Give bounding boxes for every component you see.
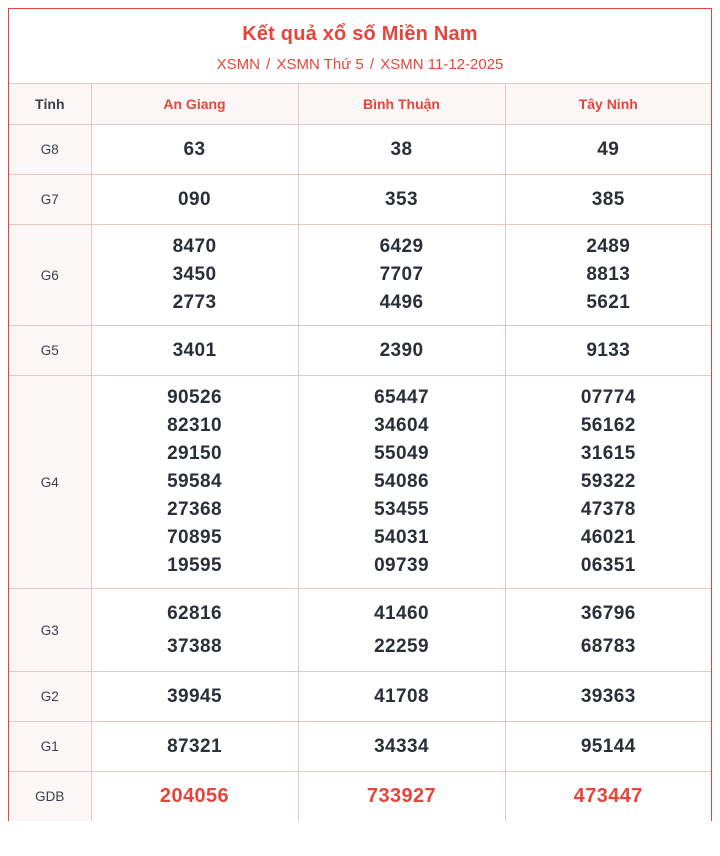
prize-numbers-cell xyxy=(298,672,505,722)
prize-number: 54086 xyxy=(374,471,429,492)
prize-numbers-cell xyxy=(91,376,298,589)
prize-number: 59322 xyxy=(580,471,636,492)
breadcrumb-item-1[interactable]: XSMN Thứ 5 xyxy=(276,56,364,73)
prize-numbers-cell xyxy=(505,672,711,722)
prize-number: 36796 xyxy=(580,603,636,624)
results-header xyxy=(9,9,711,83)
prize-number: 2489 xyxy=(586,236,631,257)
prize-number: 733927 xyxy=(366,785,437,807)
prize-numbers-cell xyxy=(298,589,505,672)
prize-label: GDB xyxy=(9,772,91,822)
prize-numbers-cell xyxy=(298,175,505,225)
prize-number: 39363 xyxy=(580,686,636,707)
prize-numbers-cell xyxy=(505,125,711,175)
table-row xyxy=(9,125,711,175)
prize-number: 27368 xyxy=(167,499,222,520)
prize-number: 53455 xyxy=(374,499,429,520)
results-table xyxy=(9,83,711,821)
prize-number: 65447 xyxy=(374,387,429,408)
prize-label: G6 xyxy=(9,225,91,326)
prize-number: 2773 xyxy=(172,292,217,313)
prize-numbers-cell xyxy=(91,672,298,722)
prize-number: 29150 xyxy=(167,443,222,464)
prize-number: 49 xyxy=(597,139,620,160)
prize-numbers-cell xyxy=(91,125,298,175)
prize-number: 8813 xyxy=(586,264,631,285)
breadcrumb-item-2[interactable]: XSMN 11-12-2025 xyxy=(380,56,504,73)
prize-number: 38 xyxy=(390,139,413,160)
prize-label: G2 xyxy=(9,672,91,722)
prize-number: 22259 xyxy=(374,636,429,657)
prize-number: 41708 xyxy=(374,686,429,707)
prize-label: G3 xyxy=(9,589,91,672)
results-table-body xyxy=(9,125,711,822)
breadcrumb-separator-1: / xyxy=(369,56,375,73)
prize-number: 82310 xyxy=(167,415,222,436)
prize-number: 353 xyxy=(385,189,418,210)
prize-number: 204056 xyxy=(159,785,230,807)
prize-number: 70895 xyxy=(167,527,222,548)
prize-number: 07774 xyxy=(580,387,636,408)
prize-numbers-cell xyxy=(91,722,298,772)
prize-numbers-cell xyxy=(91,175,298,225)
prize-numbers-cell xyxy=(91,326,298,376)
prize-number: 95144 xyxy=(580,736,636,757)
prize-numbers-cell xyxy=(505,225,711,326)
prize-number: 46021 xyxy=(580,527,636,548)
column-header-tay-ninh: Tây Ninh xyxy=(505,84,711,125)
prize-number: 090 xyxy=(178,189,211,210)
breadcrumb xyxy=(19,56,701,73)
column-header-an-giang: An Giang xyxy=(91,84,298,125)
prize-numbers-cell xyxy=(505,772,711,822)
table-row xyxy=(9,326,711,376)
prize-number: 55049 xyxy=(374,443,429,464)
prize-number: 34334 xyxy=(374,736,429,757)
breadcrumb-separator-0: / xyxy=(266,56,271,73)
prize-numbers-cell xyxy=(505,376,711,589)
prize-numbers-cell xyxy=(91,225,298,326)
prize-label: G1 xyxy=(9,722,91,772)
prize-number: 62816 xyxy=(167,603,222,624)
prize-numbers-cell xyxy=(298,125,505,175)
prize-numbers-cell xyxy=(298,326,505,376)
results-card xyxy=(8,8,712,821)
table-row xyxy=(9,722,711,772)
table-row xyxy=(9,772,711,822)
breadcrumb-item-0[interactable]: XSMN xyxy=(216,56,260,73)
prize-number: 31615 xyxy=(580,443,636,464)
prize-number: 63 xyxy=(183,139,206,160)
prize-number: 59584 xyxy=(167,471,222,492)
prize-numbers-cell xyxy=(298,722,505,772)
prize-number: 9133 xyxy=(586,340,631,361)
prize-number: 5621 xyxy=(586,292,631,313)
prize-numbers-cell xyxy=(91,772,298,822)
table-row xyxy=(9,672,711,722)
prize-number: 3450 xyxy=(172,264,217,285)
table-row xyxy=(9,175,711,225)
table-header-row xyxy=(9,84,711,125)
prize-numbers-cell xyxy=(505,175,711,225)
prize-label: G4 xyxy=(9,376,91,589)
prize-numbers-cell xyxy=(298,225,505,326)
table-row xyxy=(9,225,711,326)
prize-number: 41460 xyxy=(374,603,429,624)
prize-number: 8470 xyxy=(172,236,217,257)
prize-number: 47378 xyxy=(580,499,636,520)
prize-numbers-cell xyxy=(505,326,711,376)
prize-number: 09739 xyxy=(374,555,429,576)
prize-number: 87321 xyxy=(167,736,222,757)
prize-number: 06351 xyxy=(580,555,636,576)
prize-label: G7 xyxy=(9,175,91,225)
prize-number: 4496 xyxy=(379,292,424,313)
prize-label: G8 xyxy=(9,125,91,175)
prize-number: 56162 xyxy=(580,415,636,436)
prize-numbers-cell xyxy=(505,589,711,672)
table-row xyxy=(9,376,711,589)
prize-number: 7707 xyxy=(379,264,424,285)
prize-number: 385 xyxy=(591,189,625,210)
prize-number: 34604 xyxy=(374,415,429,436)
prize-number: 37388 xyxy=(167,636,222,657)
prize-number: 68783 xyxy=(580,636,636,657)
prize-number: 39945 xyxy=(167,686,222,707)
prize-number: 473447 xyxy=(573,785,643,807)
page-title: Kết quả xổ số Miền Nam xyxy=(242,23,478,45)
prize-number: 90526 xyxy=(167,387,222,408)
prize-number: 2390 xyxy=(379,340,424,361)
prize-label: G5 xyxy=(9,326,91,376)
prize-numbers-cell xyxy=(505,722,711,772)
prize-number: 6429 xyxy=(379,236,424,257)
prize-numbers-cell xyxy=(298,376,505,589)
prize-number: 3401 xyxy=(172,340,217,361)
prize-numbers-cell xyxy=(91,589,298,672)
column-header-binh-thuan: Bình Thuận xyxy=(298,84,505,125)
column-header-province: Tỉnh xyxy=(9,84,91,125)
prize-number: 19595 xyxy=(167,555,222,576)
prize-numbers-cell xyxy=(298,772,505,822)
prize-number: 54031 xyxy=(374,527,429,548)
table-row xyxy=(9,589,711,672)
